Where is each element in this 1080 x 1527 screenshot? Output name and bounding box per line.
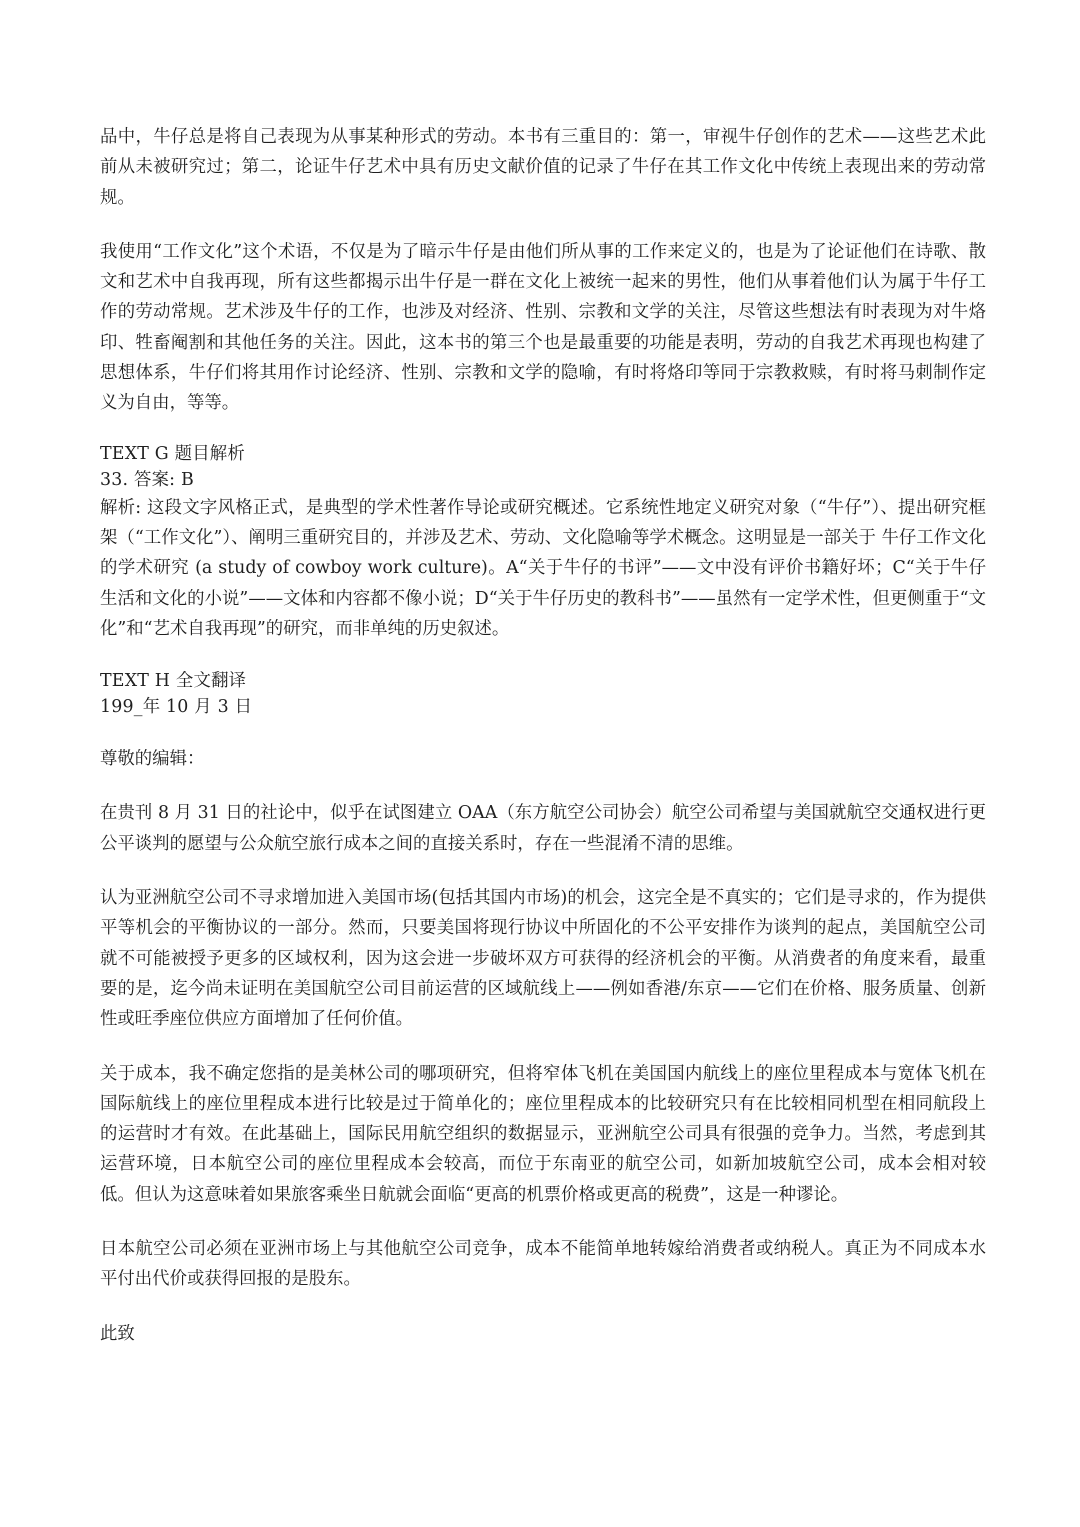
letter-salutation: 尊敬的编辑：	[100, 749, 205, 770]
letter-closing: 此致	[100, 1323, 135, 1344]
letter-paragraph-4: 日本航空公司必须在亚洲市场上与其他航空公司竞争，成本不能简单地转嫁给消费者或纳税人。真正为不同成本水平付出代价或获得回报的是股东。	[100, 1239, 986, 1290]
text-g-analysis: 解析: 这段文字风格正式，是典型的学术性著作导论或研究概述。它系统性地定义研究对象（“牛仔”）、提出研究框架（“工作文化”）、阐明三重研究目的，并涉及艺术、劳动、文化隐喻等学术概念。这明显是一部关于 牛仔工作文化的学术研究 (a study of cowboy work culture)。A“关于牛仔的书评”——文中没有评价书籍好坏；C“关于牛仔生活和文化的小说”——文体和内容都不像小说；D“关于牛仔历史的教科书”——虽然有一定学术性，但更侧重于“文化”和“艺术自我再现”的研究，而非单纯的历史叙述。	[100, 497, 986, 639]
letter-paragraph-1: 在贵刊 8 月 31 日的社论中，似乎在试图建立 OAA（东方航空公司协会）航空公司希望与美国就航空交通权进行更公平谈判的愿望与公众航空旅行成本之间的直接关系时，存在一些混淆不清的思维。	[100, 803, 986, 854]
document-page	[100, 122, 986, 1349]
text-g-answer: 33. 答案: B	[100, 469, 194, 490]
text-g-section	[100, 441, 986, 644]
paragraph-intro-continuation: 品中，牛仔总是将自己表现为从事某种形式的劳动。本书有三重目的：第一，审视牛仔创作的艺术——这些艺术此前从未被研究过；第二，论证牛仔艺术中具有历史文献价值的记录了牛仔在其工作文化中传统上表现出来的劳动常规。	[100, 127, 986, 208]
letter-paragraph-2: 认为亚洲航空公司不寻求增加进入美国市场(包括其国内市场)的机会，这完全是不真实的；它们是寻求的，作为提供平等机会的平衡协议的一部分。然而，只要美国将现行协议中所固化的不公平安排作为谈判的起点，美国航空公司就不可能被授予更多的区域权利，因为这会进一步破坏双方可获得的经济机会的平衡。从消费者的角度来看，最重要的是，迄今尚未证明在美国航空公司目前运营的区域航线上——例如香港/东京——它们在价格、服务质量、创新性或旺季座位供应方面增加了任何价值。	[100, 888, 986, 1030]
text-g-heading: TEXT G 题目解析	[100, 443, 245, 464]
text-h-heading: TEXT H 全文翻译	[100, 671, 247, 692]
text-h-section	[100, 668, 986, 1349]
letter-date: 199_年 10 月 3 日	[100, 697, 253, 718]
letter-paragraph-3: 关于成本，我不确定您指的是美林公司的哪项研究，但将窄体飞机在美国国内航线上的座位里程成本与宽体飞机在国际航线上的座位里程成本进行比较是过于简单化的；座位里程成本的比较研究只有在比较相同机型在相同航段上的运营时才有效。在此基础上，国际民用航空组织的数据显示，亚洲航空公司具有很强的竞争力。当然，考虑到其运营环境，日本航空公司的座位里程成本会较高，而位于东南亚的航空公司，如新加坡航空公司，成本会相对较低。但认为这意味着如果旅客乘坐日航就会面临“更高的机票价格或更高的税费”，这是一种谬论。	[100, 1063, 986, 1205]
paragraph-work-culture: 我使用“工作文化”这个术语，不仅是为了暗示牛仔是由他们所从事的工作来定义的，也是为了论证他们在诗歌、散文和艺术中自我再现，所有这些都揭示出牛仔是一群在文化上被统一起来的男性，他们从事着他们认为属于牛仔工作的劳动常规。艺术涉及牛仔的工作，也涉及对经济、性别、宗教和文学的关注，尽管这些想法有时表现为对牛烙印、牲畜阉割和其他任务的关注。因此，这本书的第三个也是最重要的功能是表明，劳动的自我艺术再现也构建了思想体系，牛仔们将其用作讨论经济、性别、宗教和文学的隐喻，有时将烙印等同于宗教救赎，有时将马刺制作定义为自由，等等。	[100, 241, 986, 414]
